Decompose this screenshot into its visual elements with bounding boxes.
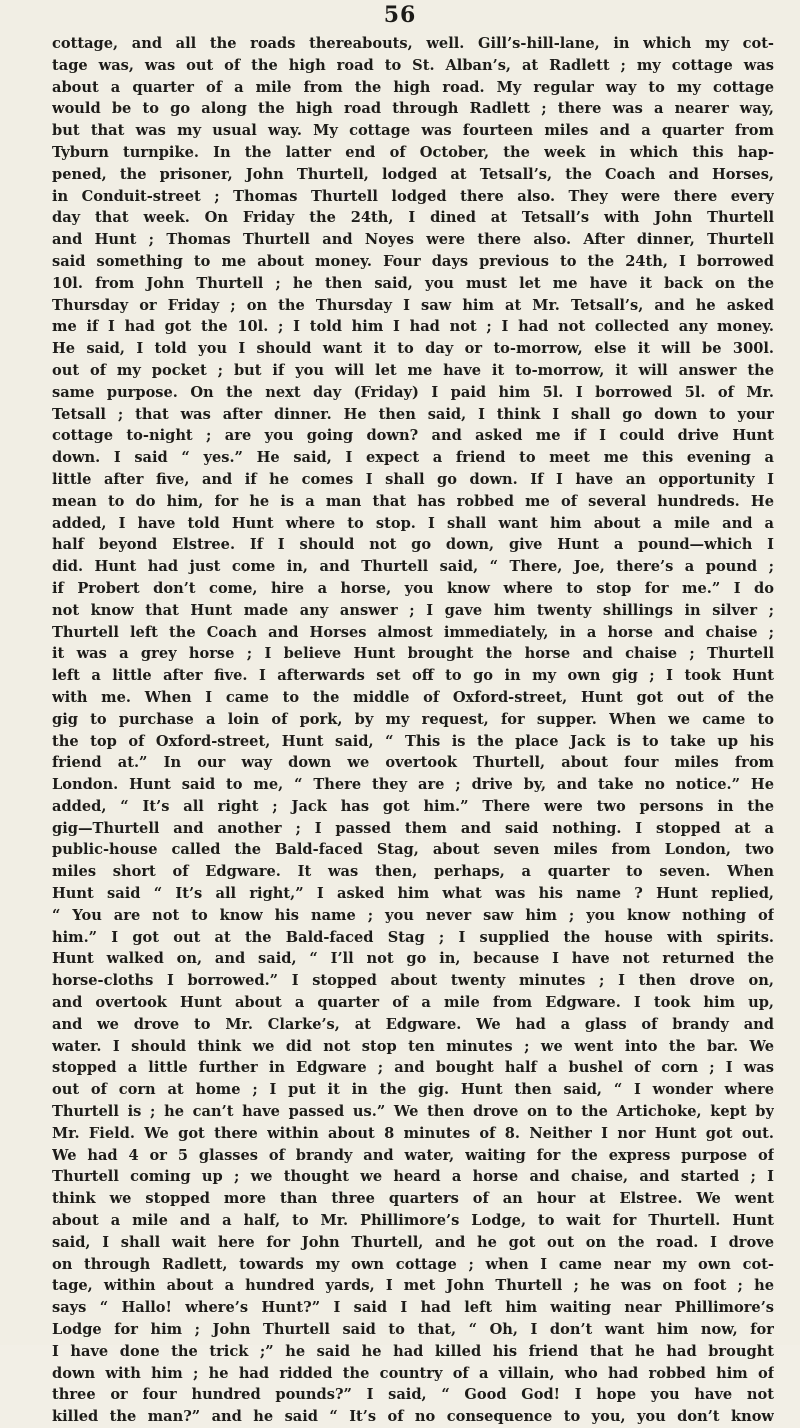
text-line: on through Radlett, towards my own cottage ; when I came near my own cot- [52, 1255, 774, 1273]
text-line: Hunt said “ It’s all right,” I asked him what was his name ? Hunt replied, [52, 885, 774, 903]
text-line: same purpose. On the next day (Friday) I paid him 5l. I borrowed 5l. of Mr. [52, 383, 774, 401]
text-line: He said, I told you I should want it to day or to-morrow, else it will be 300l. [52, 340, 774, 358]
body-text [52, 33, 774, 1428]
text-line: about a quarter of a mile from the high road. My regular way to my cottage [52, 78, 774, 96]
text-line: in Conduit-street ; Thomas Thurtell lodged there also. They were there every [52, 187, 774, 205]
text-line: three or four hundred pounds?” I said, “ Good God! I hope you have not [52, 1386, 774, 1404]
text-line: Thurtell left the Coach and Horses almost immediately, in a horse and chaise ; [52, 623, 774, 641]
text-line: Lodge for him ; John Thurtell said to that, “ Oh, I don’t want him now, for [52, 1321, 774, 1339]
text-line: with me. When I came to the middle of Oxford-street, Hunt got out of the [52, 688, 774, 706]
text-line: if Probert don’t come, hire a horse, you know where to stop for me.” I do [52, 579, 774, 597]
text-line: tage was, was out of the high road to St. Alban’s, at Radlett ; my cottage was [52, 56, 774, 74]
text-line: pened, the prisoner, John Thurtell, lodged at Tetsall’s, the Coach and Horses, [52, 165, 774, 183]
text-line: out of corn at home ; I put it in the gig. Hunt then said, “ I wonder where [52, 1081, 774, 1099]
text-line: not know that Hunt made any answer ; I gave him twenty shillings in silver ; [52, 601, 774, 619]
text-line: Thursday or Friday ; on the Thursday I saw him at Mr. Tetsall’s, and he asked [52, 296, 774, 314]
text-line: horse-cloths I borrowed.” I stopped about twenty minutes ; I then drove on, [52, 972, 774, 990]
text-line: I have done the trick ;” he said he had killed his friend that he had brought [52, 1342, 774, 1360]
text-line: miles short of Edgware. It was then, perhaps, a quarter to seven. When [52, 863, 774, 881]
text-line: Hunt walked on, and said, “ I’ll not go in, because I have not returned the [52, 950, 774, 968]
text-line: public-house called the Bald-faced Stag, about seven miles from London, two [52, 841, 774, 859]
text-line: and we drove to Mr. Clarke’s, at Edgware. We had a glass of brandy and [52, 1015, 774, 1033]
text-line: Mr. Field. We got there within about 8 minutes of 8. Neither I nor Hunt got out. [52, 1124, 774, 1142]
text-line: added, I have told Hunt where to stop. I shall want him about a mile and a [52, 514, 774, 532]
text-line: half beyond Elstree. If I should not go down, give Hunt a pound—which I [52, 536, 774, 554]
text-line: cottage, and all the roads thereabouts, well. Gill’s-hill-lane, in which my cot- [52, 35, 774, 52]
text-line: and overtook Hunt about a quarter of a mile from Edgware. I took him up, [52, 994, 774, 1012]
text-line: would be to go along the high road through Radlett ; there was a nearer way, [52, 100, 774, 118]
text-line: me if I had got the 10l. ; I told him I had not ; I had not collected any money. [52, 318, 774, 336]
text-line: left a little after five. I afterwards set off to go in my own gig ; I took Hunt [52, 667, 774, 685]
text-line: and Hunt ; Thomas Thurtell and Noyes were there also. After dinner, Thurtell [52, 231, 774, 249]
text-line: “ You are not to know his name ; you never saw him ; you know nothing of [52, 906, 774, 924]
text-line: stopped a little further in Edgware ; and bought half a bushel of corn ; I was [52, 1059, 774, 1077]
text-line: says “ Hallo! where’s Hunt?” I said I had left him waiting near Phillimore’s [52, 1299, 774, 1317]
text-line: down with him ; he had ridded the country of a villain, who had robbed him of [52, 1364, 774, 1382]
text-line: mean to do him, for he is a man that has robbed me of several hundreds. He [52, 492, 774, 510]
text-line: We had 4 or 5 glasses of brandy and water, waiting for the express purpose of [52, 1146, 774, 1164]
text-line: 10l. from John Thurtell ; he then said, you must let me have it back on the [52, 274, 774, 292]
text-line: the top of Oxford-street, Hunt said, “ This is the place Jack is to take up his [52, 732, 774, 750]
text-line: day that week. On Friday the 24th, I dined at Tetsall’s with John Thurtell [52, 209, 774, 227]
text-line: gig—Thurtell and another ; I passed them and said nothing. I stopped at a [52, 819, 774, 837]
text-line: Tetsall ; that was after dinner. He then said, I think I shall go down to your [52, 405, 774, 423]
text-line: out of my pocket ; but if you will let me have it to-morrow, it will answer the [52, 361, 774, 379]
text-line: him.” I got out at the Bald-faced Stag ; I supplied the house with spirits. [52, 928, 774, 946]
text-line: gig to purchase a loin of pork, by my request, for supper. When we came to [52, 710, 774, 728]
text-line: did. Hunt had just come in, and Thurtell said, “ There, Joe, there’s a pound ; [52, 558, 774, 576]
text-line: added, “ It’s all right ; Jack has got him.” There were two persons in the [52, 797, 774, 815]
text-line: said something to me about money. Four days previous to the 24th, I borrowed [52, 252, 774, 270]
text-line: about a mile and a half, to Mr. Phillimore’s Lodge, to wait for Thurtell. Hunt [52, 1212, 774, 1230]
text-line: killed the man?” and he said “ It’s of no consequence to you, you don’t know [52, 1408, 774, 1426]
text-line: little after five, and if he comes I shall go down. If I have an opportunity I [52, 470, 774, 488]
text-line: but that was my usual way. My cottage was fourteen miles and a quarter from [52, 122, 774, 140]
text-line: Thurtell coming up ; we thought we heard a horse and chaise, and started ; I [52, 1168, 774, 1186]
text-line: tage, within about a hundred yards, I met John Thurtell ; he was on foot ; he [52, 1277, 774, 1295]
text-line: think we stopped more than three quarters of an hour at Elstree. We went [52, 1190, 774, 1208]
text-line: Tyburn turnpike. In the latter end of October, the week in which this hap- [52, 143, 774, 161]
text-line: friend at.” In our way down we overtook Thurtell, about four miles from [52, 754, 774, 772]
text-line: Thurtell is ; he can’t have passed us.” We then drove on to the Artichoke, kept by [52, 1103, 774, 1121]
text-line: water. I should think we did not stop ten minutes ; we went into the bar. We [52, 1037, 774, 1055]
text-line: down. I said “ yes.” He said, I expect a friend to meet me this evening a [52, 449, 774, 467]
text-line: London. Hunt said to me, “ There they are ; drive by, and take no notice.” He [52, 776, 774, 794]
text-line: said, I shall wait here for John Thurtell, and he got out on the road. I drove [52, 1233, 774, 1251]
text-line: cottage to-night ; are you going down? and asked me if I could drive Hunt [52, 427, 774, 445]
text-line: it was a grey horse ; I believe Hunt brought the horse and chaise ; Thurtell [52, 645, 774, 663]
page-number: 56 [383, 2, 417, 28]
